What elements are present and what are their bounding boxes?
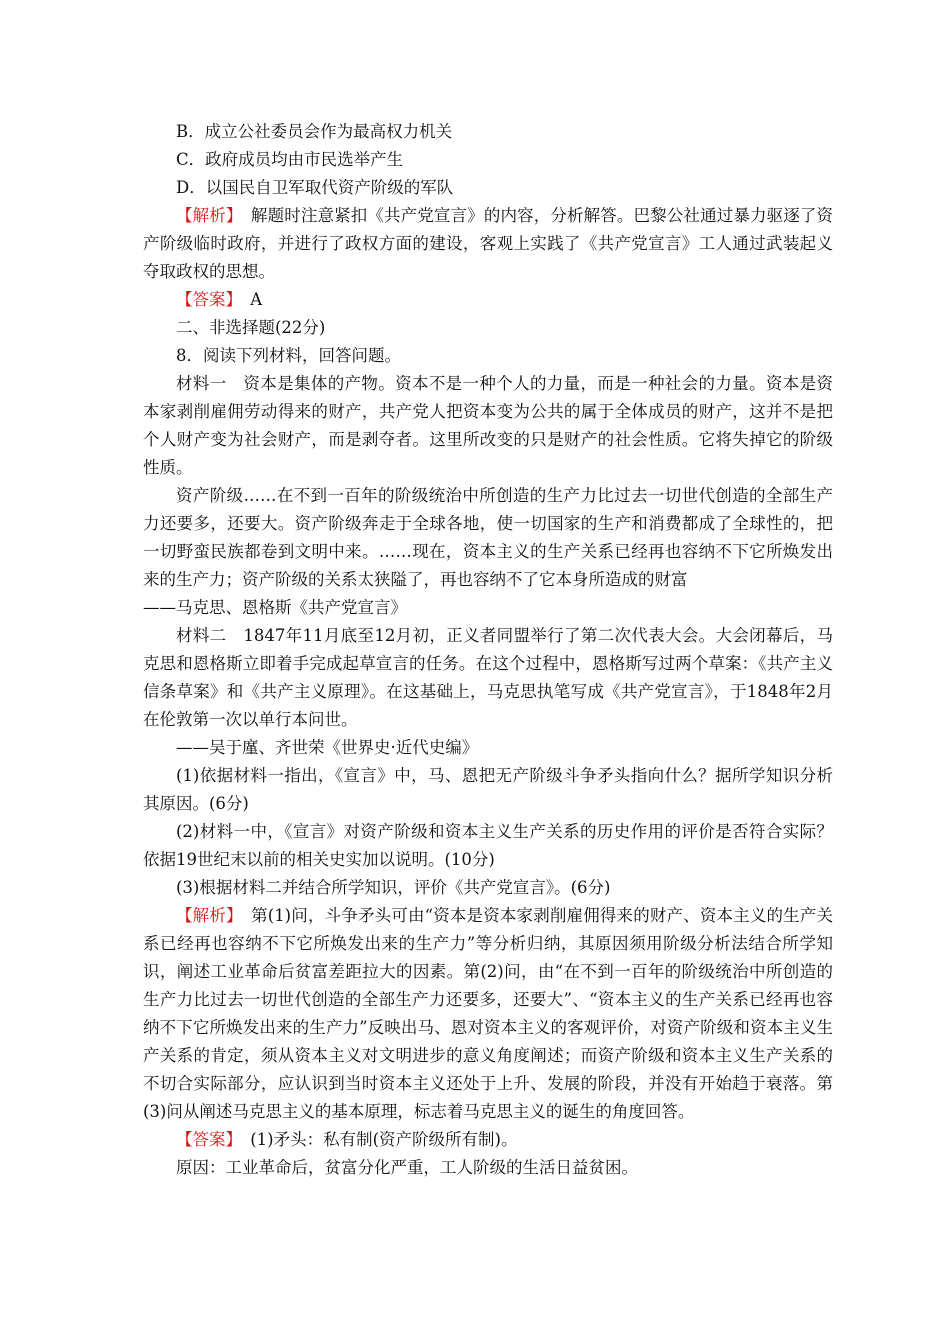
q8-intro: 8．阅读下列材料，回答问题。: [176, 346, 401, 365]
material1-source: ——马克思、恩格斯《共产党宣言》: [143, 598, 407, 617]
material2-para: 材料二 1847年11月底至12月初，正义者同盟举行了第二次代表大会。大会闭幕后，马克思和恩格斯立即着手完成起草宣言的任务。在这个过程中，恩格斯写过两个草案：《共产主义信条草案》和《共产主义原理》。在这基础上，马克思执笔写成《共产党宣言》，于1848年2月在伦敦第一次以单行本问世。: [143, 626, 833, 729]
q7-analysis: [143, 202, 833, 286]
analysis-text: 第(1)问，斗争矛头可由“资本是资本家剥削雇佣得来的财产、资本主义的生产关系已经再也容纳不下它所焕发出来的生产力”等分析归纳，其原因须用阶级分析法结合所学知识，阐述工业革命后贫富差距拉大的因素。第(2)问，由“在不到一百年的阶级统治中所创造的生产力比过去一切世代创造的全部生产力还要多，还要大”、“资本主义的生产关系已经再也容纳不下它所焕发出来的生产力”反映出马、恩对资本主义的客观评价，对资产阶级和资本主义生产关系的肯定，须从资本主义对文明进步的意义角度阐述；而资产阶级和资本主义生产关系的不切合实际部分，应认识到当时资本主义还处于上升、发展的阶段，并没有开始趋于衰落。第(3)问从阐述马克思主义的基本原理，标志着马克思主义的诞生的角度回答。: [143, 906, 834, 1121]
question-3: (3)根据材料二并结合所学知识，评价《共产党宣言》。(6分): [176, 878, 611, 897]
answer-tag: 【答案】: [176, 290, 234, 309]
q8-analysis: [143, 902, 833, 1126]
answer-text: A: [233, 290, 263, 309]
material1-para2: 资产阶级……在不到一百年的阶级统治中所创造的生产力比过去一切世代创造的全部生产力还要多，还要大。资产阶级奔走于全球各地，使一切国家的生产和消费都成了全球性的，把一切野蛮民族都卷到文明中来。……现在，资本主义的生产关系已经再也容纳不下它所焕发出来的生产力；资产阶级的关系太狭隘了，再也容纳不了它本身所造成的财富: [143, 486, 833, 589]
q8-answer: [143, 1126, 833, 1154]
material1-para1: 材料一 资本是集体的产物。资本不是一种个人的力量，而是一种社会的力量。资本是资本家剥削雇佣劳动得来的财产，共产党人把资本变为公共的属于全体成员的财产，这并不是把个人财产变为社会财产，而是剥夺者。这里所改变的只是财产的社会性质。它将失掉它的阶级性质。: [143, 374, 833, 477]
material2-source: ——吴于廑、齐世荣《世界史·近代史编》: [176, 738, 479, 757]
answer-text: (1)矛头：私有制(资产阶级所有制)。: [233, 1130, 518, 1149]
section-heading: 二、非选择题(22分): [176, 318, 326, 337]
analysis-tag: 【解析】: [176, 906, 235, 925]
analysis-text: 解题时注意紧扣《共产党宣言》的内容，分析解答。巴黎公社通过暴力驱逐了资产阶级临时政府，并进行了政权方面的建设，客观上实践了《共产党宣言》工人通过武装起义夺取政权的思想。: [143, 206, 834, 281]
question-1: (1)依据材料一指出，《宣言》中，马、恩把无产阶级斗争矛头指向什么？据所学知识分析其原因。(6分): [143, 766, 833, 813]
analysis-tag: 【解析】: [176, 206, 235, 225]
question-2: (2)材料一中，《宣言》对资产阶级和资本主义生产关系的历史作用的评价是否符合实际？依据19世纪末以前的相关史实加以说明。(10分): [143, 822, 833, 869]
option-d: D．以国民自卫军取代资产阶级的军队: [176, 178, 454, 197]
option-b: B．成立公社委员会作为最高权力机关: [176, 122, 453, 141]
q7-answer: [143, 286, 833, 314]
q8-reason: 原因：工业革命后，贫富分化严重，工人阶级的生活日益贫困。: [176, 1158, 638, 1177]
document-page: [143, 118, 833, 1182]
answer-tag: 【答案】: [176, 1130, 234, 1149]
option-c: C．政府成员均由市民选举产生: [176, 150, 404, 169]
